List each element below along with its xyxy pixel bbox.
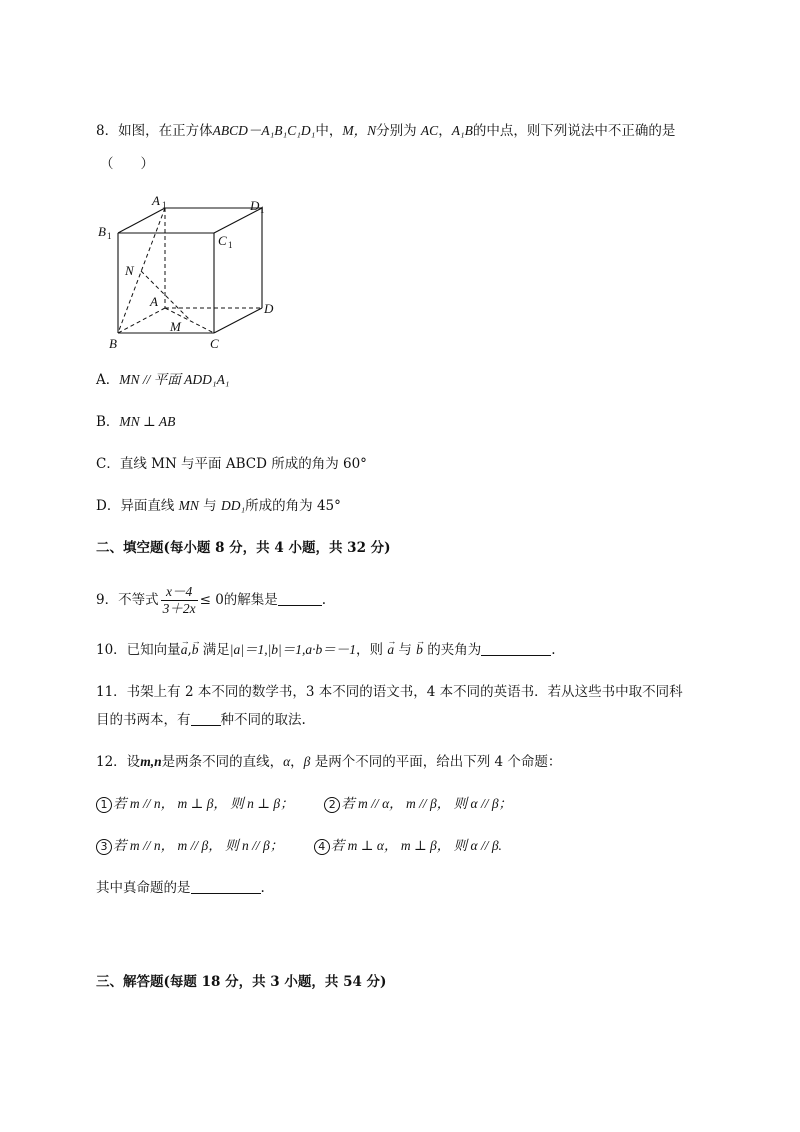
q8-option-b (96, 412, 175, 432)
q12-ask-text: 其中真命题的是 (96, 880, 191, 896)
q8-text-a: 8．如图，在正方体 (96, 123, 213, 139)
q9-numerator: x－4 (161, 584, 198, 601)
q10-vec-a: → a (181, 640, 188, 660)
q10-vec-a-2: → a (387, 640, 394, 660)
q11-line-2 (96, 710, 306, 730)
q12-alpha: α (283, 754, 291, 769)
option-d-text-c: 所成的角为 45° (245, 498, 341, 514)
prop-4-text: 若 m ⊥ α， m ⊥ β， 则 α // β. (330, 838, 502, 853)
q12-sep: ， (290, 754, 304, 770)
section-2-title: 二、填空题(每小题 8 分，共 4 小题，共 32 分) (96, 540, 391, 556)
option-b-label: B． (96, 414, 120, 430)
option-d-mn: MN (178, 498, 199, 513)
option-a-label: A． (96, 372, 120, 388)
q8-text-b: 中， (315, 123, 343, 139)
option-d-label: D． (96, 498, 121, 514)
section-3-title: 三、解答题(每题 18 分，共 3 小题，共 54 分) (96, 974, 387, 990)
q12-text-b: 是两条不同的直线， (161, 754, 284, 770)
q12-text-c: 是两个不同的平面，给出下列 4 个命题： (314, 754, 562, 770)
label-b1-sub: 1 (107, 231, 112, 241)
q10 (96, 640, 556, 660)
q9-denominator: 3＋2x (162, 601, 196, 616)
q10-yu: 与 (398, 642, 412, 658)
q8-seg-a1b: A₁B (451, 123, 473, 138)
label-a: A (150, 294, 158, 309)
q12-ask (96, 878, 265, 898)
q11-text-a: 目的书两本，有 (96, 712, 191, 728)
prop-4-marker: 4 (314, 839, 330, 855)
q12-props-row-2 (96, 836, 502, 856)
prop-3-text: 若 m // n， m // β， 则 n // β； (113, 838, 284, 853)
option-d-text-a: 异面直线 (120, 498, 175, 514)
option-b-text: MN ⊥ AB (119, 414, 176, 429)
q10-vec-b-2: → b (416, 640, 423, 660)
q10-vec-b: → b (192, 640, 199, 660)
label-m: M (170, 319, 181, 334)
prop-1-text: 若 m // n， m ⊥ β， 则 n ⊥ β； (113, 796, 294, 811)
q12-end: . (260, 880, 265, 896)
label-c1-sub: 1 (228, 240, 233, 250)
q10-mid2: ，则 (356, 642, 384, 658)
label-a1-sub: 1 (162, 200, 167, 210)
q9-suffix: 的解集是 (223, 592, 278, 608)
q11-line-1: 11．书架上有 2 本不同的数学书，3 本不同的语文书，4 本不同的英语书．若从这些书中取不同科 (96, 684, 683, 700)
q9-relation: ≤ 0 (199, 592, 224, 608)
cube-figure (0, 0, 800, 360)
q8-points: M，N (342, 123, 377, 138)
q10-mid: 满足 (202, 642, 230, 658)
q12-mn: m,n (140, 754, 162, 769)
q12-stem (96, 752, 561, 772)
q10-comma: , (187, 642, 192, 658)
q11-text-b: 种不同的取法. (220, 712, 306, 728)
option-d-dd: DD₁ (220, 498, 246, 513)
label-b: B (109, 336, 117, 351)
q12-props-row-1 (96, 794, 512, 814)
prop-3-marker: 3 (96, 839, 112, 855)
q9-end: . (321, 592, 327, 608)
q8-sep: ， (438, 123, 452, 139)
label-c1: C (218, 233, 227, 248)
q9-answer-blank[interactable] (278, 591, 322, 606)
q12-answer-blank[interactable] (191, 879, 261, 894)
label-d1-sub: 1 (260, 205, 265, 215)
option-c-label: C． (96, 456, 120, 472)
prop-2-marker: 2 (324, 797, 340, 813)
q10-answer-blank[interactable] (481, 641, 551, 656)
q10-end: . (551, 642, 556, 658)
label-d: D (264, 301, 274, 316)
label-n: N (125, 263, 134, 278)
q8-text-c: 分别为 (376, 123, 417, 139)
q12-beta: β (303, 754, 311, 769)
q12-text-a: 12．设 (96, 754, 141, 770)
option-c-text: 直线 MN 与平面 ABCD 所成的角为 60° (119, 456, 367, 472)
q8-option-d (96, 496, 341, 516)
label-c: C (210, 336, 219, 351)
q11-answer-blank[interactable] (191, 711, 221, 726)
q8-option-c (96, 454, 367, 474)
prop-2-text: 若 m // α， m // β， 则 α // β； (341, 796, 513, 811)
label-a1: A (152, 193, 160, 208)
option-d-text-b: 与 (203, 498, 217, 514)
q10-condition: |a|＝1,|b|＝1,a·b＝－1 (229, 642, 357, 657)
option-a-text: MN // 平面 ADD₁A₁ (119, 372, 230, 387)
q8-paren: （ ） (100, 156, 154, 172)
q8-option-a (96, 370, 230, 390)
prop-1-marker: 1 (96, 797, 112, 813)
q10-suffix: 的夹角为 (427, 642, 482, 658)
label-b1: B (98, 224, 106, 239)
q9-fraction (161, 584, 198, 617)
q8-cube-name: ABCD－A₁B₁C₁D₁ (212, 123, 316, 138)
q8-text-d: 的中点，则下列说法中不正确的是 (472, 123, 676, 139)
q10-prefix: 10．已知向量 (96, 642, 181, 658)
q9 (96, 580, 326, 620)
q9-prefix: 9．不等式 (96, 592, 159, 608)
label-d1: D (250, 198, 260, 213)
q8-seg-ac: AC (420, 123, 439, 138)
